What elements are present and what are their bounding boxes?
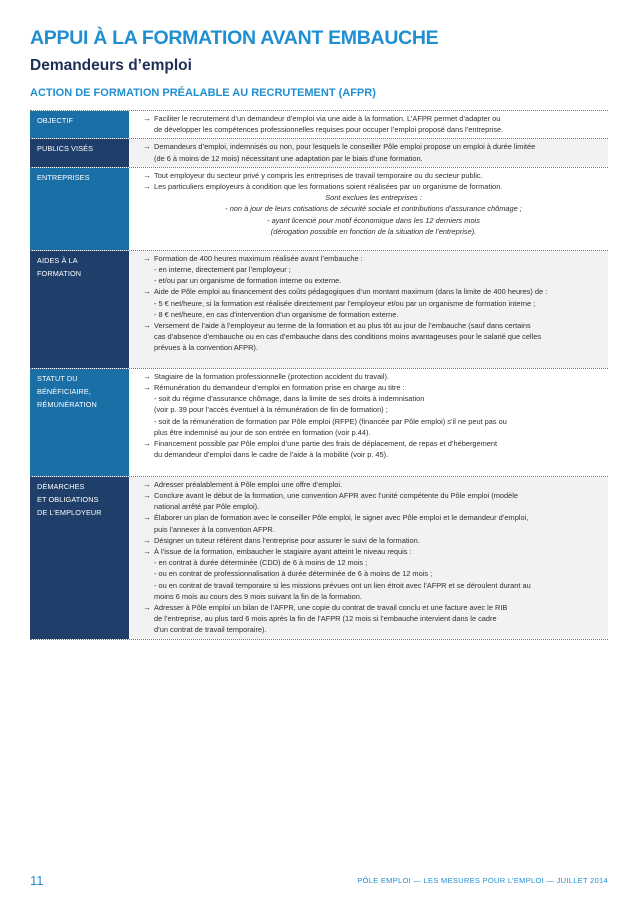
text-line: - 8 € net/heure, en cas d’intervention d’un organisme de formation externe. bbox=[154, 309, 399, 319]
bullet-item bbox=[143, 253, 604, 287]
table-row bbox=[30, 138, 608, 166]
text-line: Conclure avant le début de la formation, une convention AFPR avec l’unité compétente du Pôle emploi (modèle bbox=[154, 491, 518, 501]
text-line: Tout employeur du secteur privé y compris les entreprises de travail temporaire ou du secteur public. bbox=[154, 170, 483, 180]
arrow-right-icon: → bbox=[143, 142, 151, 152]
text-line: Élaborer un plan de formation avec le conseiller Pôle emploi, le signer avec Pôle emploi et le demandeur d’emploi, bbox=[154, 513, 529, 523]
arrow-right-icon: → bbox=[143, 603, 151, 613]
text-line: Désigner un tuteur référent dans l’entreprise pour assurer le suivi de la formation. bbox=[154, 535, 420, 545]
text-line: - ou en contrat de travail temporaire si les missions prévues ont un lien étroit avec l’AFPR et se déroulent durant au bbox=[154, 580, 531, 590]
row-content bbox=[129, 111, 608, 138]
arrow-right-icon: → bbox=[143, 371, 151, 381]
arrow-right-icon: → bbox=[143, 253, 151, 263]
row-label-line: PUBLICS VISÉS bbox=[37, 144, 94, 154]
arrow-right-icon: → bbox=[143, 439, 151, 449]
bullet-item bbox=[143, 286, 604, 320]
text-line: - ou en contrat de professionnalisation à durée déterminée de 6 à moins de 12 mois ; bbox=[154, 569, 433, 579]
arrow-right-icon: → bbox=[143, 182, 151, 192]
text-line: Sont exclues les entreprises : bbox=[325, 193, 422, 203]
text-line: moins 6 mois au cours des 9 mois suivant la fin de la formation. bbox=[154, 591, 362, 601]
text-line: Aide de Pôle emploi au financement des coûts pédagogiques d’un montant maximum (dans la limite de 400 heures) de : bbox=[154, 287, 548, 297]
exclusions-note bbox=[143, 192, 604, 237]
page-title: APPUI À LA FORMATION AVANT EMBAUCHE bbox=[30, 27, 439, 49]
arrow-right-icon: → bbox=[143, 547, 151, 557]
text-line: Rémunération du demandeur d’emploi en formation prise en charge au titre : bbox=[154, 383, 405, 393]
text-line: Adresser à Pôle emploi un bilan de l’AFPR, une copie du contrat de travail conclu et une facture avec le RIB bbox=[154, 603, 508, 613]
section-title: ACTION DE FORMATION PRÉALABLE AU RECRUTEMENT (AFPR) bbox=[30, 87, 376, 99]
page-number: 11 bbox=[30, 873, 44, 888]
arrow-right-icon: → bbox=[143, 491, 151, 501]
bullet-item bbox=[143, 438, 604, 460]
row-label-line: FORMATION bbox=[37, 268, 82, 278]
footer-text: PÔLE EMPLOI — LES MESURES POUR L’EMPLOI — JUILLET 2014 bbox=[357, 876, 608, 885]
arrow-right-icon: → bbox=[143, 535, 151, 545]
text-line: cas d’absence d’embauche ou en cas d’embauche dans des conditions moins avantageuses pour le salarié que celles bbox=[154, 332, 542, 342]
text-line: Financement possible par Pôle emploi d’une partie des frais de déplacement, de repas et d’hébergement bbox=[154, 439, 498, 449]
text-line: (de 6 à moins de 12 mois) nécessitant une adaptation par le biais d’une formation. bbox=[154, 153, 423, 163]
text-line: du demandeur d’emploi dans le cadre de l’aide à la mobilité (voir p. 45). bbox=[154, 450, 389, 460]
bullet-item bbox=[143, 320, 604, 354]
row-content bbox=[129, 369, 608, 476]
text-line: - soit du régime d’assurance chômage, dans la limite de ses droits à indemnisation bbox=[154, 394, 425, 404]
bullet-item bbox=[143, 170, 604, 181]
bullet-item bbox=[143, 371, 604, 382]
row-label bbox=[30, 111, 129, 138]
bullet-item bbox=[143, 546, 604, 602]
table-row bbox=[30, 476, 608, 640]
arrow-right-icon: → bbox=[143, 513, 151, 523]
row-label bbox=[30, 477, 129, 639]
text-line: de développer les compétences professionnelles requises pour occuper l’emploi proposé dans l’entreprise. bbox=[154, 125, 504, 135]
text-line: puis l’annexer à la convention AFPR. bbox=[154, 524, 275, 534]
bullet-item bbox=[143, 490, 604, 512]
text-line: Faciliter le recrutement d’un demandeur d’emploi via une aide à la formation. L’AFPR permet d’adapter ou bbox=[154, 114, 501, 123]
text-line: prévues à la convention AFPR). bbox=[154, 343, 258, 353]
text-line: - non à jour de leurs cotisations de sécurité sociale et contributions d’assurance chômage ; bbox=[225, 204, 522, 214]
text-line: Adresser préalablement à Pôle emploi une offre d’emploi. bbox=[154, 479, 343, 489]
arrow-right-icon: → bbox=[143, 114, 151, 123]
text-line: Formation de 400 heures maximum réalisée avant l’embauche : bbox=[154, 253, 363, 263]
text-line: À l’issue de la formation, embaucher le stagiaire ayant atteint le niveau requis : bbox=[154, 547, 412, 557]
row-label-line: ET OBLIGATIONS bbox=[37, 494, 99, 504]
text-line: - en contrat à durée déterminée (CDD) de 6 à moins de 12 mois ; bbox=[154, 558, 368, 568]
bullet-item bbox=[143, 602, 604, 636]
table-row bbox=[30, 250, 608, 368]
text-line: d’un contrat de travail temporaire). bbox=[154, 625, 267, 635]
text-line: Stagiaire de la formation professionnelle (protection accident du travail). bbox=[154, 371, 389, 381]
row-label bbox=[30, 139, 129, 166]
row-label-line: ENTREPRISES bbox=[37, 172, 90, 182]
text-line: national arrêté par Pôle emploi). bbox=[154, 502, 260, 512]
text-line: - 5 € net/heure, si la formation est réalisée directement par l’employeur et/ou par un organisme de formation interne ; bbox=[154, 298, 536, 308]
arrow-right-icon: → bbox=[143, 321, 151, 331]
bullet-item bbox=[143, 382, 604, 438]
text-line: de l’entreprise, au plus tard 6 mois après la fin de l’AFPR (12 mois si l’embauche intervient dans le cadre bbox=[154, 614, 497, 624]
bullet-item bbox=[143, 113, 604, 135]
row-content bbox=[129, 139, 608, 166]
table-row bbox=[30, 368, 608, 476]
row-label bbox=[30, 251, 129, 368]
bullet-item bbox=[143, 535, 604, 546]
bullet-item bbox=[143, 512, 604, 534]
afpr-table bbox=[30, 110, 608, 640]
text-line: - ayant licencié pour motif économique dans les 12 derniers mois bbox=[267, 215, 480, 225]
row-label-line: OBJECTIF bbox=[37, 116, 74, 125]
text-line: - soit de la rémunération de formation par Pôle emploi (RFPE) (financée par Pôle emploi) s’il ne peut pas ou bbox=[154, 416, 507, 426]
arrow-right-icon: → bbox=[143, 383, 151, 393]
row-label-line: RÉMUNÉRATION bbox=[37, 399, 97, 409]
text-line: - et/ou par un organisme de formation interne ou externe. bbox=[154, 276, 342, 286]
row-label-line: DÉMARCHES bbox=[37, 481, 85, 491]
text-line: Demandeurs d’emploi, indemnisés ou non, pour lesquels le conseiller Pôle emploi propose un emploi à durée limitée bbox=[154, 142, 536, 152]
row-label-line: BÉNÉFICIAIRE, bbox=[37, 386, 92, 396]
row-label-line: DE L’EMPLOYEUR bbox=[37, 507, 102, 517]
text-line: (dérogation possible en fonction de la situation de l’entreprise). bbox=[270, 226, 477, 236]
text-line: Les particuliers employeurs à condition que les formations soient réalisées par un organisme de formation. bbox=[154, 182, 503, 192]
arrow-right-icon: → bbox=[143, 170, 151, 180]
text-line: (voir p. 39 pour l’accès éventuel à la rémunération de fin de formation) ; bbox=[154, 405, 388, 415]
page-subtitle: Demandeurs d’emploi bbox=[30, 57, 192, 74]
row-content bbox=[129, 168, 608, 250]
bullet-item bbox=[143, 479, 604, 490]
arrow-right-icon: → bbox=[143, 479, 151, 489]
bullet-item bbox=[143, 141, 604, 163]
row-label-line: AIDES À LA bbox=[37, 255, 78, 265]
row-label bbox=[30, 369, 129, 476]
text-line: - en interne, directement par l’employeur ; bbox=[154, 265, 291, 275]
row-label-line: STATUT DU bbox=[37, 373, 78, 383]
arrow-right-icon: → bbox=[143, 287, 151, 297]
table-row bbox=[30, 110, 608, 138]
row-content bbox=[129, 251, 608, 368]
row-content bbox=[129, 477, 608, 639]
text-line: plus être indemnisé au jour de son entrée en formation (voir p.44). bbox=[154, 427, 371, 437]
bullet-item bbox=[143, 181, 604, 192]
table-row bbox=[30, 167, 608, 250]
row-label bbox=[30, 168, 129, 250]
text-line: Versement de l’aide à l’employeur au terme de la formation et au plus tôt au jour de l’embauche (sauf dans certains bbox=[154, 321, 531, 331]
